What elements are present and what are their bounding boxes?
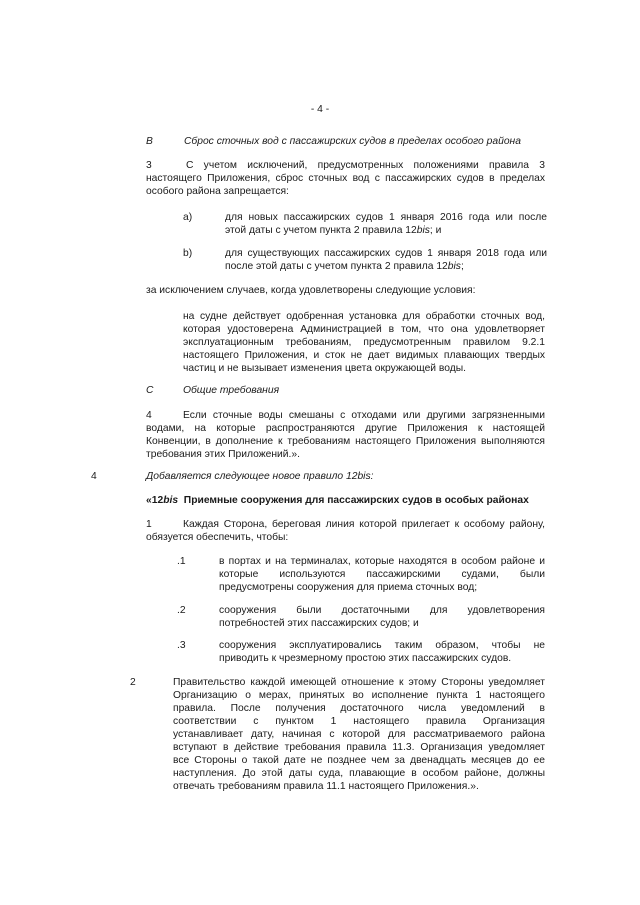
sub1-number: .1 [177, 556, 186, 567]
rule-para2-line-8: наступления. До этой даты суда, плавающие в особом районе, должны [173, 768, 545, 779]
section-c-title: Общие требования [183, 385, 280, 396]
para4-line-4: требования этих Приложений.». [146, 449, 301, 460]
rule-para1-line-2: обязуется обеспечить, чтобы: [146, 532, 289, 543]
item4-number: 4 [91, 471, 97, 482]
rule-para1-line-1: Каждая Сторона, береговая линия которой прилегает к особому району, [183, 519, 545, 530]
sub2-line-1: сооружения были достаточными для удовлетворения [219, 605, 545, 616]
rule-para2-line-5: устанавливает дату, начиная с которой для рассматриваемого района [173, 729, 545, 740]
para3-line-2: настоящего Приложения, сброс сточных вод с пассажирских судов в пределах [146, 173, 545, 184]
sub3-line-1: сооружения эксплуатировались таким образом, чтобы не [219, 640, 545, 651]
rule-para2-line-6: вступают в действие требования правила 11.3. Организация уведомляет [173, 742, 545, 753]
sub2-number: .2 [177, 605, 186, 616]
para3-line-1: С учетом исключений, предусмотренных положениями правила 3 [186, 160, 545, 171]
rule-para2-line-3: правила. После получения достаточного числа уведомлений в [173, 703, 545, 714]
item-a-line-2: этой даты с учетом пункта 2 правила 12bis; и [225, 225, 442, 236]
para4-line-2: водами, на которые распространяются другие Приложения к настоящей [146, 423, 545, 434]
condition-line-4: настоящего Приложения, и сток не дает видимых плавающих твердых [183, 350, 545, 361]
section-b-title: Сброс сточных вод с пассажирских судов в пределах особого района [184, 136, 521, 147]
sub3-line-2: приводить к чрезмерному простою этих пассажирских судов. [219, 653, 512, 664]
item-a-label: a) [183, 212, 193, 223]
rule-para2-line-1: Правительство каждой имеющей отношение к этому Стороны уведомляет [173, 677, 545, 688]
rule-para2-line-4: соответствии с пунктом 1 настоящего правила Организация [173, 716, 545, 727]
section-c-letter: C [146, 385, 154, 396]
item-b-label: b) [183, 248, 193, 259]
sub2-line-2: потребностей этих пассажирских судов; и [219, 618, 419, 629]
rule-para2-line-2: Организацию о мерах, принятых во исполнение пункта 1 настоящего [173, 690, 545, 701]
rule-para2-number: 2 [130, 677, 136, 688]
rule-para1-number: 1 [146, 519, 152, 530]
item-b-line-2: после этой даты с учетом пункта 2 правила 12bis; [225, 261, 464, 272]
sub1-line-2: которые используются пассажирскими судами, были [219, 569, 545, 580]
condition-line-1: на судне действует одобренная установка для обработки сточных вод, [183, 311, 545, 322]
para4-line-1: Если сточные воды смешаны с отходами или другими загрязненными [183, 410, 545, 421]
page-number: - 4 - [310, 104, 330, 115]
rule-para2-line-7: все Стороны о такой дате не позднее чем за двенадцать месяцев до ее [173, 755, 545, 766]
sub1-line-3: предусмотрены сооружения для приема сточных вод; [219, 582, 478, 593]
item-b-line-1: для существующих пассажирских судов 1 января 2018 года или [225, 248, 547, 259]
para3-number: 3 [146, 160, 152, 171]
rule-heading: «12bis Приемные сооружения для пассажирских судов в особых районах [146, 495, 529, 506]
item4-text: Добавляется следующее новое правило 12bis: [146, 471, 374, 482]
condition-line-2: которая удостоверена Администрацией в том, что она удовлетворяет [183, 324, 545, 335]
para4-number: 4 [146, 410, 152, 421]
para3-line-3: особого района запрещается: [146, 186, 289, 197]
condition-line-5: частиц и не вызывает изменения цвета окружающей воды. [183, 363, 467, 374]
para4-line-3: Конвенции, в дополнение к требованиям настоящего Приложения выполняются [146, 436, 545, 447]
section-b-letter: B [146, 136, 153, 147]
item-a-line-1: для новых пассажирских судов 1 января 2016 года или после [225, 212, 547, 223]
sub3-number: .3 [177, 640, 186, 651]
sub1-line-1: в портах и на терминалах, которые находятся в особом районе и [219, 556, 545, 567]
condition-line-3: эксплуатационным требованиям, предусмотренным правилом 9.2.1 [183, 337, 545, 348]
exception-line: за исключением случаев, когда удовлетворены следующие условия: [146, 285, 476, 296]
rule-para2-line-9: отвечать требованиям правила 11.1 настоящего Приложения.». [173, 781, 479, 792]
